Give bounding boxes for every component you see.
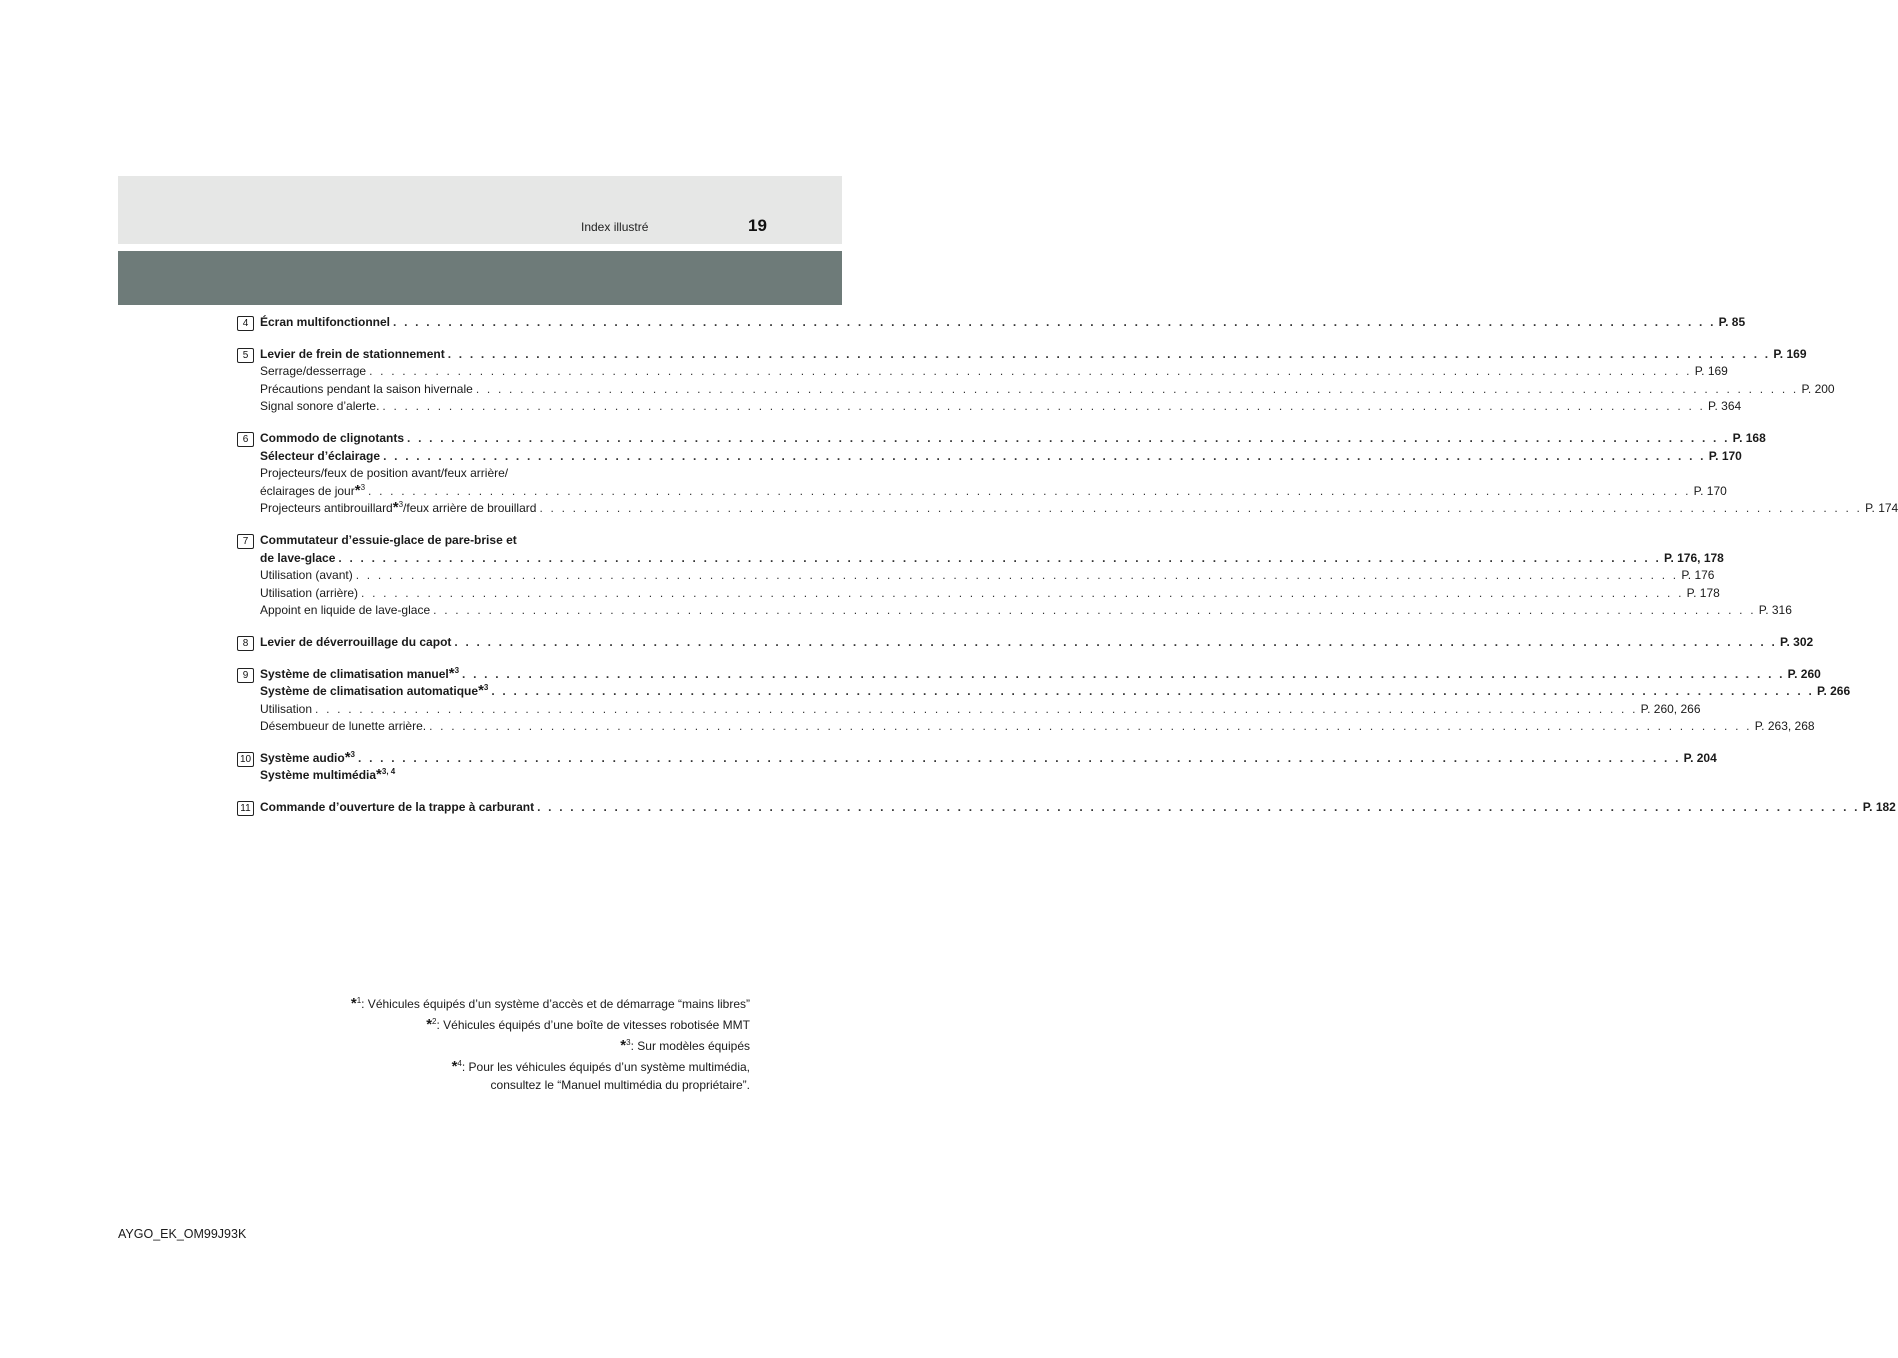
- index-line-label: [260, 550, 335, 568]
- page-reference: P. 174: [1865, 501, 1898, 516]
- footnote-star: *: [620, 1037, 627, 1054]
- index-entry: [237, 748, 1717, 785]
- dot-leader: . . . . . . . . . . . . . . . . . . . . . . . . . . . . . . . . . . . . . . . . . . . . . . . . . . . . . . . . . . . . . . . . . . . . . . . . . . . . . . . . . . . . . . . . . . . . . . . . . . . . . . . . . . . . . . . . . . . . . . . .: [454, 634, 1778, 649]
- footnote: [351, 1015, 750, 1036]
- footnote-text: : Véhicules équipés d’une boîte de vitesses robotisée MMT: [436, 1018, 750, 1032]
- callout-number-badge: 9: [237, 668, 254, 683]
- page-reference: P. 169: [1773, 346, 1807, 361]
- footnote: [351, 1057, 750, 1078]
- footnote-ref: 3: [454, 665, 460, 675]
- index-line: [260, 499, 1898, 518]
- index-entry: [237, 430, 1898, 518]
- page-reference: P. 182: [1862, 800, 1896, 815]
- index-line: [260, 767, 723, 785]
- footnote-ref: 3: [360, 482, 366, 492]
- page-reference: P. 266: [1816, 684, 1851, 699]
- label-text: de lave-glace: [260, 550, 336, 565]
- page-reference: P. 178: [1686, 585, 1720, 600]
- footnote-star: *: [426, 1016, 433, 1033]
- dot-leader: . . . . . . . . . . . . . . . . . . . . . . . . . . . . . . . . . . . . . . . . . . . . . . . . . . . . . . . . . . . . . . . . . . . . . . . . . . . . . . . . . . . . . . . . . . . . . . . . . . . . . . . . . . . . . . . . . . . . . . . .: [383, 448, 1706, 463]
- index-line-label: [260, 567, 353, 585]
- label-text: Système de climatisation manuel: [260, 666, 449, 681]
- section-title: Index illustré: [581, 220, 649, 234]
- index-entry: [237, 799, 1896, 817]
- index-line-label: [260, 718, 426, 736]
- index-line: [260, 550, 1724, 568]
- index-line-label: [260, 483, 365, 501]
- index-line: [260, 448, 1742, 466]
- dot-leader: . . . . . . . . . . . . . . . . . . . . . . . . . . . . . . . . . . . . . . . . . . . . . . . . . . . . . . . . . . . . . . . . . . . . . . . . . . . . . . . . . . . . . . . . . . . . . . . . . . . . . . . . . . . . . . . . . . . . . . . .: [539, 501, 1863, 516]
- header-bar: [118, 251, 842, 305]
- callout-number-badge: 10: [237, 752, 254, 767]
- footnote-star: *: [354, 481, 361, 499]
- footnote-mark: 3: [626, 1038, 631, 1047]
- footnote-star: *: [451, 1058, 458, 1075]
- dot-leader: . . . . . . . . . . . . . . . . . . . . . . . . . . . . . . . . . . . . . . . . . . . . . . . . . . . . . . . . . . . . . . . . . . . . . . . . . . . . . . . . . . . . . . . . . . . . . . . . . . . . . . . . . . . . . . . . . . . . . . . .: [393, 315, 1716, 329]
- footnote-ref: 3, 4: [381, 767, 396, 777]
- index-line: [260, 363, 1728, 381]
- label-text: Désembueur de lunette arrière.: [260, 719, 427, 734]
- index-entry: [237, 346, 1835, 416]
- dot-leader: . . . . . . . . . . . . . . . . . . . . . . . . . . . . . . . . . . . . . . . . . . . . . . . . . . . . . . . . . . . . . . . . . . . . . . . . . . . . . . . . . . . . . . . . . . . . . . . . . . . . . . . . . . . . . . . . . . . . . . . .: [338, 550, 1661, 565]
- label-text: Écran multifonctionnel: [260, 315, 391, 329]
- page-number: 19: [748, 216, 767, 235]
- label-text: Commande d’ouverture de la trappe à carburant: [260, 800, 535, 815]
- footnote-mark: 4: [457, 1059, 462, 1068]
- footnote: [351, 994, 750, 1015]
- label-text: Utilisation (arrière): [260, 585, 359, 600]
- dot-leader: . . . . . . . . . . . . . . . . . . . . . . . . . . . . . . . . . . . . . . . . . . . . . . . . . . . . . . . . . . . . . . . . . . . . . . . . . . . . . . . . . . . . . . . . . . . . . . . . . . . . . . . . . . . . . . . . . . . . . . . .: [447, 346, 1771, 361]
- dot-leader: . . . . . . . . . . . . . . . . . . . . . . . . . . . . . . . . . . . . . . . . . . . . . . . . . . . . . . . . . . . . . . . . . . . . . . . . . . . . . . . . . . . . . . . . . . . . . . . . . . . . . . . . . . . . . . . . . . . . . . . .: [433, 603, 1756, 618]
- dot-leader: . . . . . . . . . . . . . . . . . . . . . . . . . . . . . . . . . . . . . . . . . . . . . . . . . . . . . . . . . . . . . . . . . . . . . . . . . . . . . . . . . . . . . . . . . . . . . . . . . . . . . . . . . . . . . . . . . . . . . . . .: [369, 364, 1692, 379]
- footnote-mark: 2: [432, 1017, 437, 1026]
- index-line-label: [260, 666, 459, 684]
- footnote-ref: 3: [483, 683, 489, 693]
- footnote-text: : Véhicules équipés d’un système d’accès et de démarrage “mains libres”: [361, 997, 750, 1011]
- footnote-star: *: [376, 766, 382, 784]
- index-entry: [237, 634, 1814, 652]
- callout-number-badge: 4: [237, 316, 254, 331]
- index-line: [260, 585, 1720, 603]
- index-line: [260, 799, 1896, 817]
- label-text: Serrage/desserrage: [260, 364, 367, 379]
- index-line-label: [260, 398, 379, 416]
- index-line-label: [260, 346, 445, 364]
- footnote-star: *: [448, 664, 455, 682]
- page-reference: P. 169: [1694, 364, 1728, 379]
- index-line: [260, 701, 1701, 719]
- footnote-star: *: [344, 748, 351, 766]
- callout-number-badge: 6: [237, 432, 254, 447]
- page-reference: P. 204: [1683, 750, 1717, 765]
- label-text: éclairages de jour: [260, 483, 355, 498]
- footnote-text: : Sur modèles équipés: [630, 1039, 750, 1053]
- footnote-ref: 3: [398, 500, 404, 510]
- document-id: AYGO_EK_OM99J93K: [118, 1227, 247, 1241]
- page-reference: P. 364: [1708, 399, 1742, 414]
- label-text: Projecteurs antibrouillard: [260, 501, 393, 516]
- index-line-label: [260, 799, 534, 817]
- page-reference: P. 168: [1732, 430, 1766, 445]
- label-text: Utilisation: [260, 701, 313, 716]
- label-text: Levier de déverrouillage du capot: [260, 634, 452, 649]
- page-reference: P. 200: [1801, 381, 1835, 396]
- index-line: [260, 346, 1807, 364]
- label-text: Appoint en liquide de lave-glace: [260, 603, 431, 618]
- footnote-mark: 1: [356, 996, 362, 1005]
- callout-number-badge: 11: [237, 801, 254, 816]
- label-text: Commodo de clignotants: [260, 430, 404, 445]
- label-text: Système multimédia: [260, 768, 377, 783]
- index-line: [260, 430, 1766, 448]
- index-entries: [237, 314, 1898, 831]
- index-line: [260, 481, 1727, 501]
- index-line-label: [260, 634, 451, 652]
- footnote-continuation: consultez le “Manuel multimédia du propriétaire”.: [490, 1078, 750, 1092]
- index-line: [260, 465, 723, 483]
- label-text-after: /feux arrière de brouillard: [403, 501, 537, 516]
- footnote-text: : Pour les véhicules équipés d’un système multimédia,: [461, 1060, 750, 1074]
- label-text: Utilisation (avant): [260, 568, 353, 583]
- index-line-label: [260, 448, 380, 466]
- dot-leader: . . . . . . . . . . . . . . . . . . . . . . . . . . . . . . . . . . . . . . . . . . . . . . . . . . . . . . . . . . . . . . . . . . . . . . . . . . . . . . . . . . . . . . . . . . . . . . . . . . . . . . . . . . . . . . . . . . . . . . . .: [462, 666, 1785, 681]
- page-reference: P. 263, 268: [1754, 719, 1815, 734]
- index-line-label: [260, 701, 312, 719]
- callout-number-badge: 7: [237, 534, 254, 549]
- page-reference: P. 85: [1718, 315, 1746, 329]
- page-reference: P. 302: [1780, 634, 1814, 649]
- footnotes: [351, 994, 750, 1093]
- page-reference: P. 170: [1693, 483, 1727, 498]
- label-text: Levier de frein de stationnement: [260, 346, 445, 361]
- dot-leader: . . . . . . . . . . . . . . . . . . . . . . . . . . . . . . . . . . . . . . . . . . . . . . . . . . . . . . . . . . . . . . . . . . . . . . . . . . . . . . . . . . . . . . . . . . . . . . . . . . . . . . . . . . . . . . . . . . . . . . . .: [491, 684, 1814, 699]
- index-line-label: [260, 430, 404, 448]
- dot-leader: . . . . . . . . . . . . . . . . . . . . . . . . . . . . . . . . . . . . . . . . . . . . . . . . . . . . . . . . . . . . . . . . . . . . . . . . . . . . . . . . . . . . . . . . . . . . . . . . . . . . . . . . . . . . . . . . . . . . . . . .: [368, 483, 1691, 498]
- dot-leader: . . . . . . . . . . . . . . . . . . . . . . . . . . . . . . . . . . . . . . . . . . . . . . . . . . . . . . . . . . . . . . . . . . . . . . . . . . . . . . . . . . . . . . . . . . . . . . . . . . . . . . . . . . . . . . . . . . . . . . . .: [358, 750, 1681, 765]
- page-reference: P. 316: [1758, 603, 1792, 618]
- page-reference: P. 260, 266: [1640, 701, 1701, 716]
- index-line-label: [260, 500, 536, 518]
- index-line: [260, 634, 1814, 652]
- dot-leader: . . . . . . . . . . . . . . . . . . . . . . . . . . . . . . . . . . . . . . . . . . . . . . . . . . . . . . . . . . . . . . . . . . . . . . . . . . . . . . . . . . . . . . . . . . . . . . . . . . . . . . . . . . . . . . . . . . . . . . . .: [361, 585, 1684, 600]
- label-text: Sélecteur d’éclairage: [260, 448, 381, 463]
- index-line: [260, 664, 1821, 684]
- page-reference: P. 176: [1681, 568, 1715, 583]
- callout-number-badge: 5: [237, 348, 254, 363]
- index-line-label: [260, 363, 366, 381]
- footnote-star: *: [350, 995, 357, 1012]
- dot-leader: . . . . . . . . . . . . . . . . . . . . . . . . . . . . . . . . . . . . . . . . . . . . . . . . . . . . . . . . . . . . . . . . . . . . . . . . . . . . . . . . . . . . . . . . . . . . . . . . . . . . . . . . . . . . . . . . . . . . . . . .: [382, 399, 1706, 414]
- dot-leader: . . . . . . . . . . . . . . . . . . . . . . . . . . . . . . . . . . . . . . . . . . . . . . . . . . . . . . . . . . . . . . . . . . . . . . . . . . . . . . . . . . . . . . . . . . . . . . . . . . . . . . . . . . . . . . . . . . . . . . . .: [355, 568, 1679, 583]
- label-text: Système de climatisation automatique: [260, 684, 479, 699]
- label-text: Signal sonore d’alerte.: [260, 399, 380, 414]
- callout-number-badge: 8: [237, 636, 254, 651]
- index-line-label: [260, 750, 355, 768]
- index-line: [260, 532, 723, 550]
- footnote-ref: 3: [350, 749, 355, 759]
- page-reference: P. 176, 178: [1664, 550, 1724, 565]
- dot-leader: . . . . . . . . . . . . . . . . . . . . . . . . . . . . . . . . . . . . . . . . . . . . . . . . . . . . . . . . . . . . . . . . . . . . . . . . . . . . . . . . . . . . . . . . . . . . . . . . . . . . . . . . . . . . . . . . . . . . . . . .: [429, 719, 1752, 734]
- footnote-star: *: [478, 682, 484, 700]
- index-line-label: [260, 602, 430, 620]
- header-band: [118, 176, 842, 244]
- index-line-label: [260, 585, 358, 603]
- index-entry: [237, 314, 1746, 332]
- dot-leader: . . . . . . . . . . . . . . . . . . . . . . . . . . . . . . . . . . . . . . . . . . . . . . . . . . . . . . . . . . . . . . . . . . . . . . . . . . . . . . . . . . . . . . . . . . . . . . . . . . . . . . . . . . . . . . . . . . . . . . . .: [537, 800, 1860, 815]
- index-entry: [237, 664, 1851, 736]
- page-reference: P. 170: [1708, 448, 1742, 463]
- index-line: [260, 381, 1835, 399]
- index-line: [260, 718, 1815, 736]
- footnote-star: *: [392, 499, 399, 517]
- page-reference: P. 260: [1787, 666, 1821, 681]
- dot-leader: . . . . . . . . . . . . . . . . . . . . . . . . . . . . . . . . . . . . . . . . . . . . . . . . . . . . . . . . . . . . . . . . . . . . . . . . . . . . . . . . . . . . . . . . . . . . . . . . . . . . . . . . . . . . . . . . . . . . . . . .: [475, 381, 1799, 396]
- label-text: Système audio: [260, 750, 345, 765]
- index-line: [260, 602, 1792, 620]
- dot-leader: . . . . . . . . . . . . . . . . . . . . . . . . . . . . . . . . . . . . . . . . . . . . . . . . . . . . . . . . . . . . . . . . . . . . . . . . . . . . . . . . . . . . . . . . . . . . . . . . . . . . . . . . . . . . . . . . . . . . . . . .: [315, 701, 1638, 716]
- label-text: Projecteurs/feux de position avant/feux arrière/: [260, 466, 509, 481]
- index-line: [260, 314, 1746, 332]
- index-line-label: [260, 683, 488, 701]
- index-line: [260, 398, 1742, 416]
- index-line: [260, 748, 1717, 768]
- index-line-label: [260, 314, 390, 332]
- index-entry: [237, 532, 1792, 620]
- index-line: [260, 682, 1851, 701]
- index-line: [260, 567, 1715, 585]
- label-text: Commutateur d’essuie-glace de pare-brise et: [260, 532, 517, 547]
- dot-leader: . . . . . . . . . . . . . . . . . . . . . . . . . . . . . . . . . . . . . . . . . . . . . . . . . . . . . . . . . . . . . . . . . . . . . . . . . . . . . . . . . . . . . . . . . . . . . . . . . . . . . . . . . . . . . . . . . . . . . . . .: [407, 430, 1730, 445]
- label-text: Précautions pendant la saison hivernale: [260, 381, 473, 396]
- index-line-label: [260, 381, 473, 399]
- footnote: [351, 1036, 750, 1057]
